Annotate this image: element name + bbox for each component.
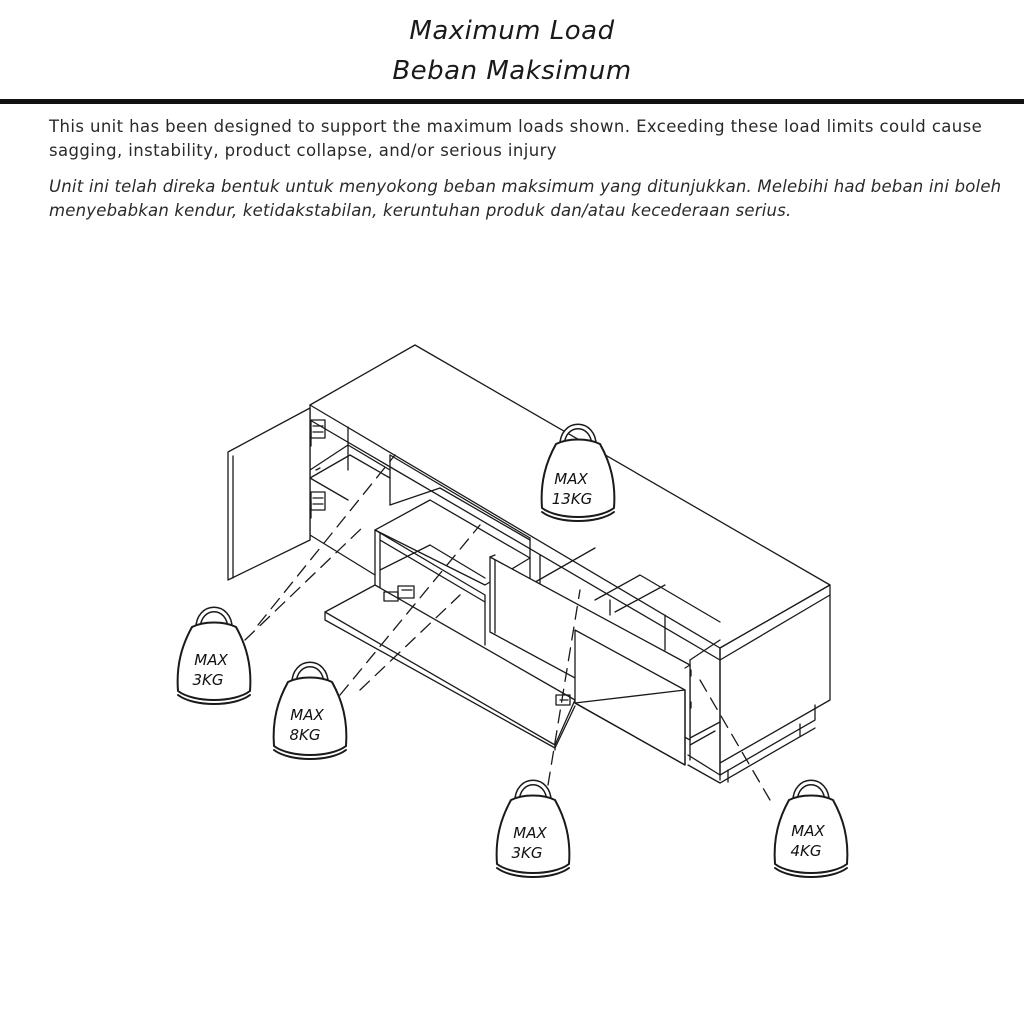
weight-icon-drawer <box>497 783 570 878</box>
weight-icon-left-cabinet <box>178 610 251 705</box>
weight-label: MAX <box>513 824 547 842</box>
left-cabinet-door <box>228 408 310 580</box>
weight-label: MAX <box>791 822 825 840</box>
weight-label: MAX <box>554 470 588 488</box>
weight-label: 4KG <box>790 842 822 860</box>
weight-icon-flap <box>274 665 347 760</box>
page-title-ms: Beban Maksimum <box>392 56 632 86</box>
notice-text-en: This unit has been designed to support the maximum loads shown. Exceeding these load limits could cause sagging, instability, product collapse, and/or serious injury <box>49 117 983 160</box>
weight-label: 13KG <box>551 490 593 508</box>
notice-text-ms: Unit ini telah direka bentuk untuk menyokong beban maksimum yang ditunjukkan. Melebihi had beban ini boleh menyebabkan kendur, ketidakstabilan, keruntuhan produk dan/atau kecederaan serius. <box>49 177 1002 220</box>
weight-label: MAX <box>194 651 228 669</box>
weight-label: MAX <box>290 706 324 724</box>
weight-label: 3KG <box>511 844 543 862</box>
page-title-en: Maximum Load <box>409 16 615 46</box>
weight-label: 3KG <box>192 671 224 689</box>
weight-icon-right-cabinet <box>775 783 848 878</box>
weight-label: 8KG <box>289 726 321 744</box>
